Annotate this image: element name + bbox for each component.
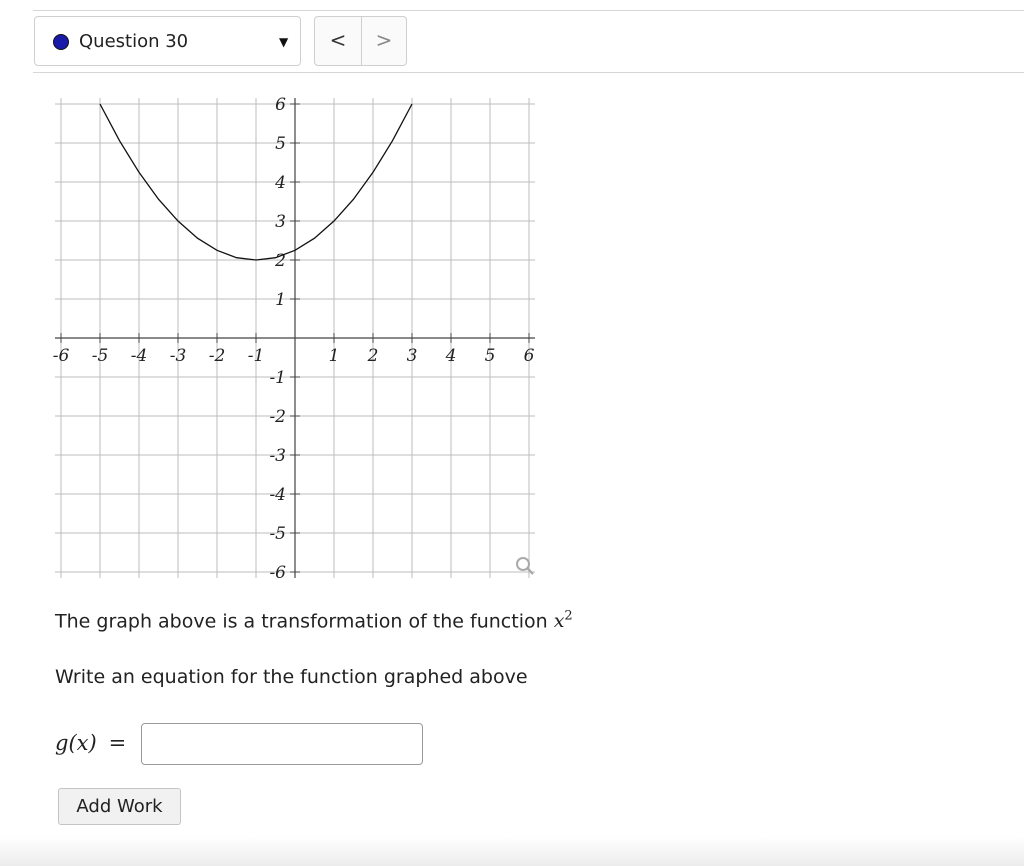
- function-exponent: 2: [564, 609, 573, 624]
- x-tick-label: -4: [130, 346, 148, 366]
- x-tick-label: -1: [247, 346, 265, 366]
- y-tick-label: -6: [269, 563, 286, 582]
- y-tick-label: 6: [275, 95, 286, 115]
- answer-input[interactable]: [141, 723, 423, 765]
- x-tick-label: 6: [523, 346, 535, 366]
- next-question-button[interactable]: >: [375, 28, 393, 52]
- x-tick-label: -3: [169, 346, 187, 366]
- y-tick-label: -3: [269, 446, 286, 466]
- prompt-text: The graph above is a transformation of the function: [55, 610, 548, 633]
- equals-sign: =: [108, 731, 127, 755]
- y-tick-label: 5: [275, 134, 286, 154]
- answer-lhs: [55, 731, 126, 755]
- base-function: [554, 610, 573, 632]
- header-divider: [33, 72, 1024, 73]
- x-tick-label: 3: [406, 346, 418, 366]
- answer-function-name: g(x): [55, 731, 97, 755]
- caret-down-icon: ▼: [279, 35, 289, 49]
- top-divider: [33, 10, 1024, 11]
- y-tick-label: 2: [275, 251, 286, 271]
- x-tick-label: 2: [367, 346, 379, 366]
- y-tick-label: 3: [275, 212, 286, 232]
- question-selector[interactable]: [34, 16, 301, 66]
- function-graph: [50, 92, 550, 582]
- function-variable: x: [553, 610, 565, 633]
- x-tick-label: -5: [91, 346, 109, 366]
- prev-question-button[interactable]: <: [315, 17, 362, 65]
- x-tick-label: 1: [328, 346, 340, 366]
- prompt-instruction: Write an equation for the function graphed above: [55, 666, 528, 688]
- footer-shade: [0, 836, 1024, 866]
- status-dot-icon: [53, 34, 69, 50]
- x-tick-label: -6: [52, 346, 70, 366]
- question-label: Question 30: [79, 31, 189, 52]
- y-tick-label: -1: [269, 368, 286, 388]
- add-work-button[interactable]: Add Work: [58, 788, 181, 825]
- y-tick-label: -5: [269, 524, 286, 544]
- prompt-transformation: [55, 609, 573, 632]
- y-tick-label: 4: [275, 173, 286, 193]
- x-tick-label: -2: [208, 346, 226, 366]
- y-tick-label: 1: [275, 290, 286, 310]
- x-tick-label: 4: [445, 346, 457, 366]
- y-tick-label: -4: [269, 485, 286, 505]
- question-nav: [314, 16, 407, 66]
- y-tick-label: -2: [269, 407, 286, 427]
- x-tick-label: 5: [484, 346, 496, 366]
